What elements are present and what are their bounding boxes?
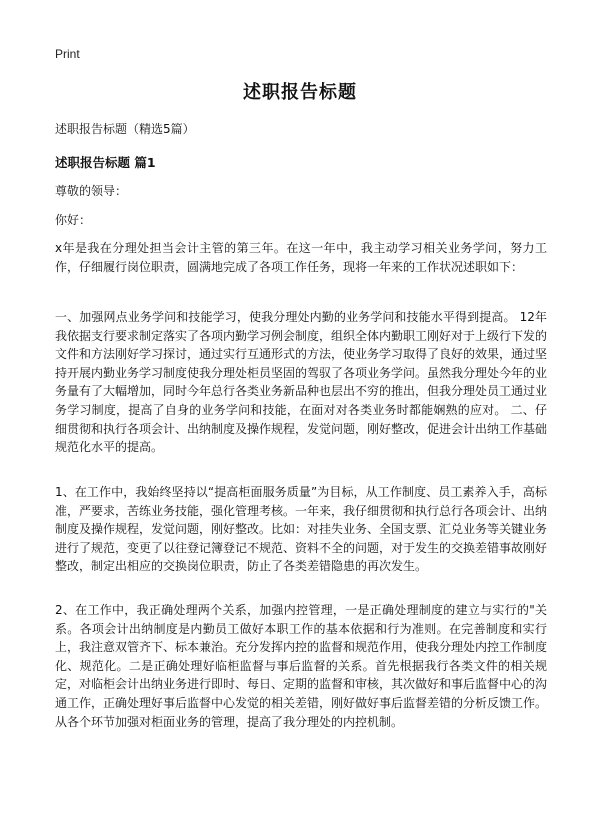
paragraph-point-two: 2、在工作中，我正确处理两个关系，加强内控管理，一是正确处理制度的建立与实行的"关系。各项会计出纳制度是内勤员工做好本职工作的基本依据和行为准则。在完善制度和实行上，我注意双管齐下、标本兼治。充分发挥内控的监督和规范作用，使我分理处内控工作制度化、规范化。二是正确处理好临柜监督与事后监督的关系。首先根据我行各类文件的相关规定，对临柜会计出纳业务进行即时、每日、定期的监督和审核，其次做好和事后监督中心的沟通工作，正确处理好事后监督中心发觉的相关差错，刚好做好事后监督差错的分析反馈工作。从各个环节加强对柜面业务的管理，提高了我分理处的内控机制。	[55, 603, 548, 729]
greeting: 你好：	[55, 213, 92, 227]
document-subtitle: 述职报告标题（精选5篇）	[55, 122, 195, 136]
section-heading: 述职报告标题 篇1	[55, 155, 156, 170]
salutation: 尊敬的领导：	[55, 184, 128, 198]
print-link[interactable]: Print	[55, 47, 80, 61]
paragraph-intro: x年是我在分理处担当会计主管的第三年。在这一年中，我主动学习相关业务学问，努力工作，仔细履行岗位职责，圆满地完成了各项工作任务，现将一年来的工作状况述职如下：	[55, 241, 547, 274]
paragraph-point-one: 1、在工作中，我始终坚持以“提高柜面服务质量”为目标，从工作制度、员工素养入手，高标准，严要求，苦练业务技能，强化管理考核。一年来，我仔细贯彻和执行总行各项会计、出纳制度及操作规程，发觉问题，刚好整改。比如：对挂失业务、全国支票、汇兑业务等关键业务进行了规范，变更了以往登记簿登记不规范、资料不全的问题，对于发生的交换差错事故刚好整改，制定出相应的交换岗位职责，防止了各类差错隐患的再次发生。	[55, 485, 548, 574]
paragraph-section-one: 一、加强网点业务学问和技能学习，使我分理处内勤的业务学问和技能水平得到提高。 12年我依据支行要求制定落实了各项内勤学习例会制度，组织全体内勤职工刚好对于上级行下发的文件和方法刚好学习探讨，通过实行互通形式的方法，使业务学习取得了良好的效果，通过坚持开展内勤业务学习制度使我分理处柜员坚固的驾驭了各项业务学问。虽然我分理处今年的业务量有了大幅增加，同时今年总行各类业务新品种也层出不穷的推出，但我分理处员工通过业务学习制度，提高了自身的业务学问和技能，在面对对各类业务时都能娴熟的应对。 二、仔细贯彻和执行各项会计、出纳制度及操作规程，发觉问题，刚好整改，促进会计出纳工作基础规范化水平的提高。	[55, 310, 548, 455]
document-title: 述职报告标题	[243, 82, 357, 103]
